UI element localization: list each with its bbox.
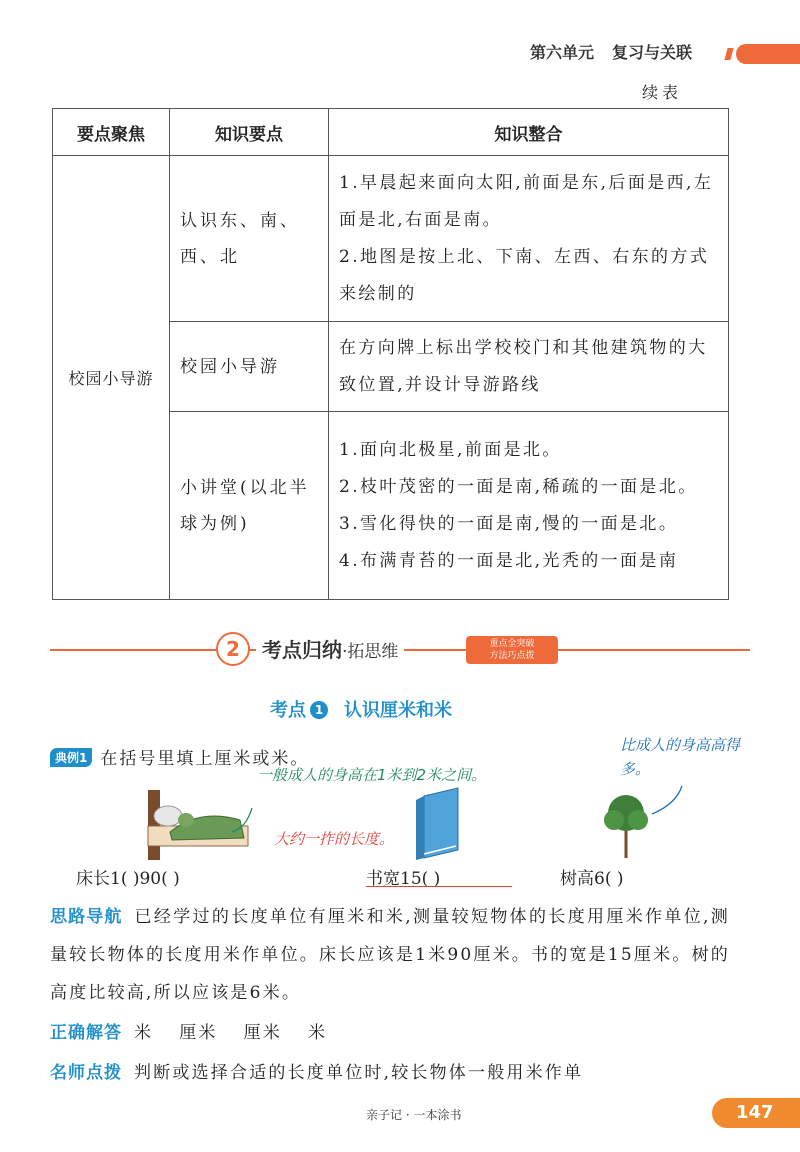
note-tree-height: 比成人的身高高得多。 xyxy=(620,736,741,778)
section-banner xyxy=(50,632,800,668)
header-integration: 知识整合 xyxy=(329,109,729,156)
answer-value: 厘米 xyxy=(243,1023,283,1043)
example-tag: 典例1 xyxy=(50,748,92,767)
topic-heading xyxy=(270,696,452,722)
integration-cell xyxy=(329,322,729,412)
header-decor-bar xyxy=(736,44,800,64)
tip-paragraph xyxy=(50,1054,730,1092)
integration-item: 1.早晨起来面向太阳,前面是东,后面是西,左面是北,右面是南。 xyxy=(339,172,714,230)
note-hand-span: 大约一拃的长度。 xyxy=(274,830,395,848)
blank-tree[interactable]: 树高6( ) xyxy=(560,869,624,889)
blank-bed[interactable]: 床长1( )90( ) xyxy=(76,869,180,889)
answer-label: 正确解答 xyxy=(50,1023,122,1043)
continued-label: 续表 xyxy=(642,83,683,102)
answer-value: 米 xyxy=(134,1023,154,1043)
topic-name: 认识厘米和米 xyxy=(344,700,452,721)
badge-line: 重点全突破 xyxy=(489,639,535,649)
header-focus: 要点聚焦 xyxy=(53,109,170,156)
integration-item: 1.面向北极星,前面是北。 xyxy=(339,439,562,460)
analysis-paragraph xyxy=(50,898,730,1012)
page-header xyxy=(530,40,692,63)
integration-cell xyxy=(329,412,729,600)
bed-illustration xyxy=(148,790,248,860)
integration-item: 3.雪化得快的一面是南,慢的一面是北。 xyxy=(339,513,679,534)
answer-line xyxy=(50,1014,730,1052)
knowledge-table xyxy=(52,108,729,600)
integration-item: 在方向牌上标出学校校门和其他建筑物的大致位置,并设计导游路线 xyxy=(339,337,708,395)
answer-value: 厘米 xyxy=(179,1023,218,1043)
note-adult-height: 一般成人的身高在1米到2米之间。 xyxy=(257,766,487,784)
topic-number: 1 xyxy=(310,701,328,719)
tip-text: 判断或选择合适的长度单位时,较长物体一般用米作单 xyxy=(134,1063,584,1083)
point-cell: 认识东、南、西、北 xyxy=(170,156,329,322)
tip-label: 名师点拨 xyxy=(50,1063,122,1083)
header-point: 知识要点 xyxy=(170,109,329,156)
red-underline xyxy=(366,886,512,887)
section-title-main: 考点归纳 xyxy=(262,638,342,662)
unit-label: 第六单元 xyxy=(530,43,595,62)
blank-book[interactable]: 书宽15( ) xyxy=(366,869,441,889)
section-number: 2 xyxy=(216,632,250,666)
answer-value: 米 xyxy=(308,1023,328,1043)
tree-illustration xyxy=(604,795,648,858)
integration-item: 4.布满青苔的一面是北,光秃的一面是南 xyxy=(339,550,679,571)
point-cell: 校园小导游 xyxy=(170,322,329,412)
topic-label: 考点 xyxy=(270,700,306,721)
section-title xyxy=(256,634,404,663)
integration-item: 2.地图是按上北、下南、左西、右东的方式来绘制的 xyxy=(339,246,710,304)
integration-item: 2.枝叶茂密的一面是南,稀疏的一面是北。 xyxy=(339,476,698,497)
page-number: 147 xyxy=(712,1098,800,1128)
point-cell: 小讲堂(以北半球为例) xyxy=(170,412,329,600)
footer-brand: 亲子记 · 一本涂书 xyxy=(366,1108,462,1122)
arrow-to-tree xyxy=(652,786,682,814)
section-badge xyxy=(466,636,558,664)
badge-line: 方法巧点拨 xyxy=(489,651,535,661)
integration-cell xyxy=(329,156,729,322)
unit-title: 复习与关联 xyxy=(612,43,693,62)
table-header-row xyxy=(53,109,729,156)
example-question-text: 在括号里填上厘米或米。 xyxy=(100,749,310,769)
section-subtitle: ·拓思维 xyxy=(342,642,399,662)
book-illustration xyxy=(416,788,458,860)
analysis-text: 已经学过的长度单位有厘米和米,测量较短物体的长度用厘米作单位,测量较长物体的长度用米作单位。床长应该是1米90厘米。书的宽是15厘米。树的高度比较高,所以应该是6米。 xyxy=(50,907,730,1003)
table-row xyxy=(53,156,729,322)
focus-cell: 校园小导游 xyxy=(53,156,170,600)
analysis-label: 思路导航 xyxy=(50,907,123,927)
